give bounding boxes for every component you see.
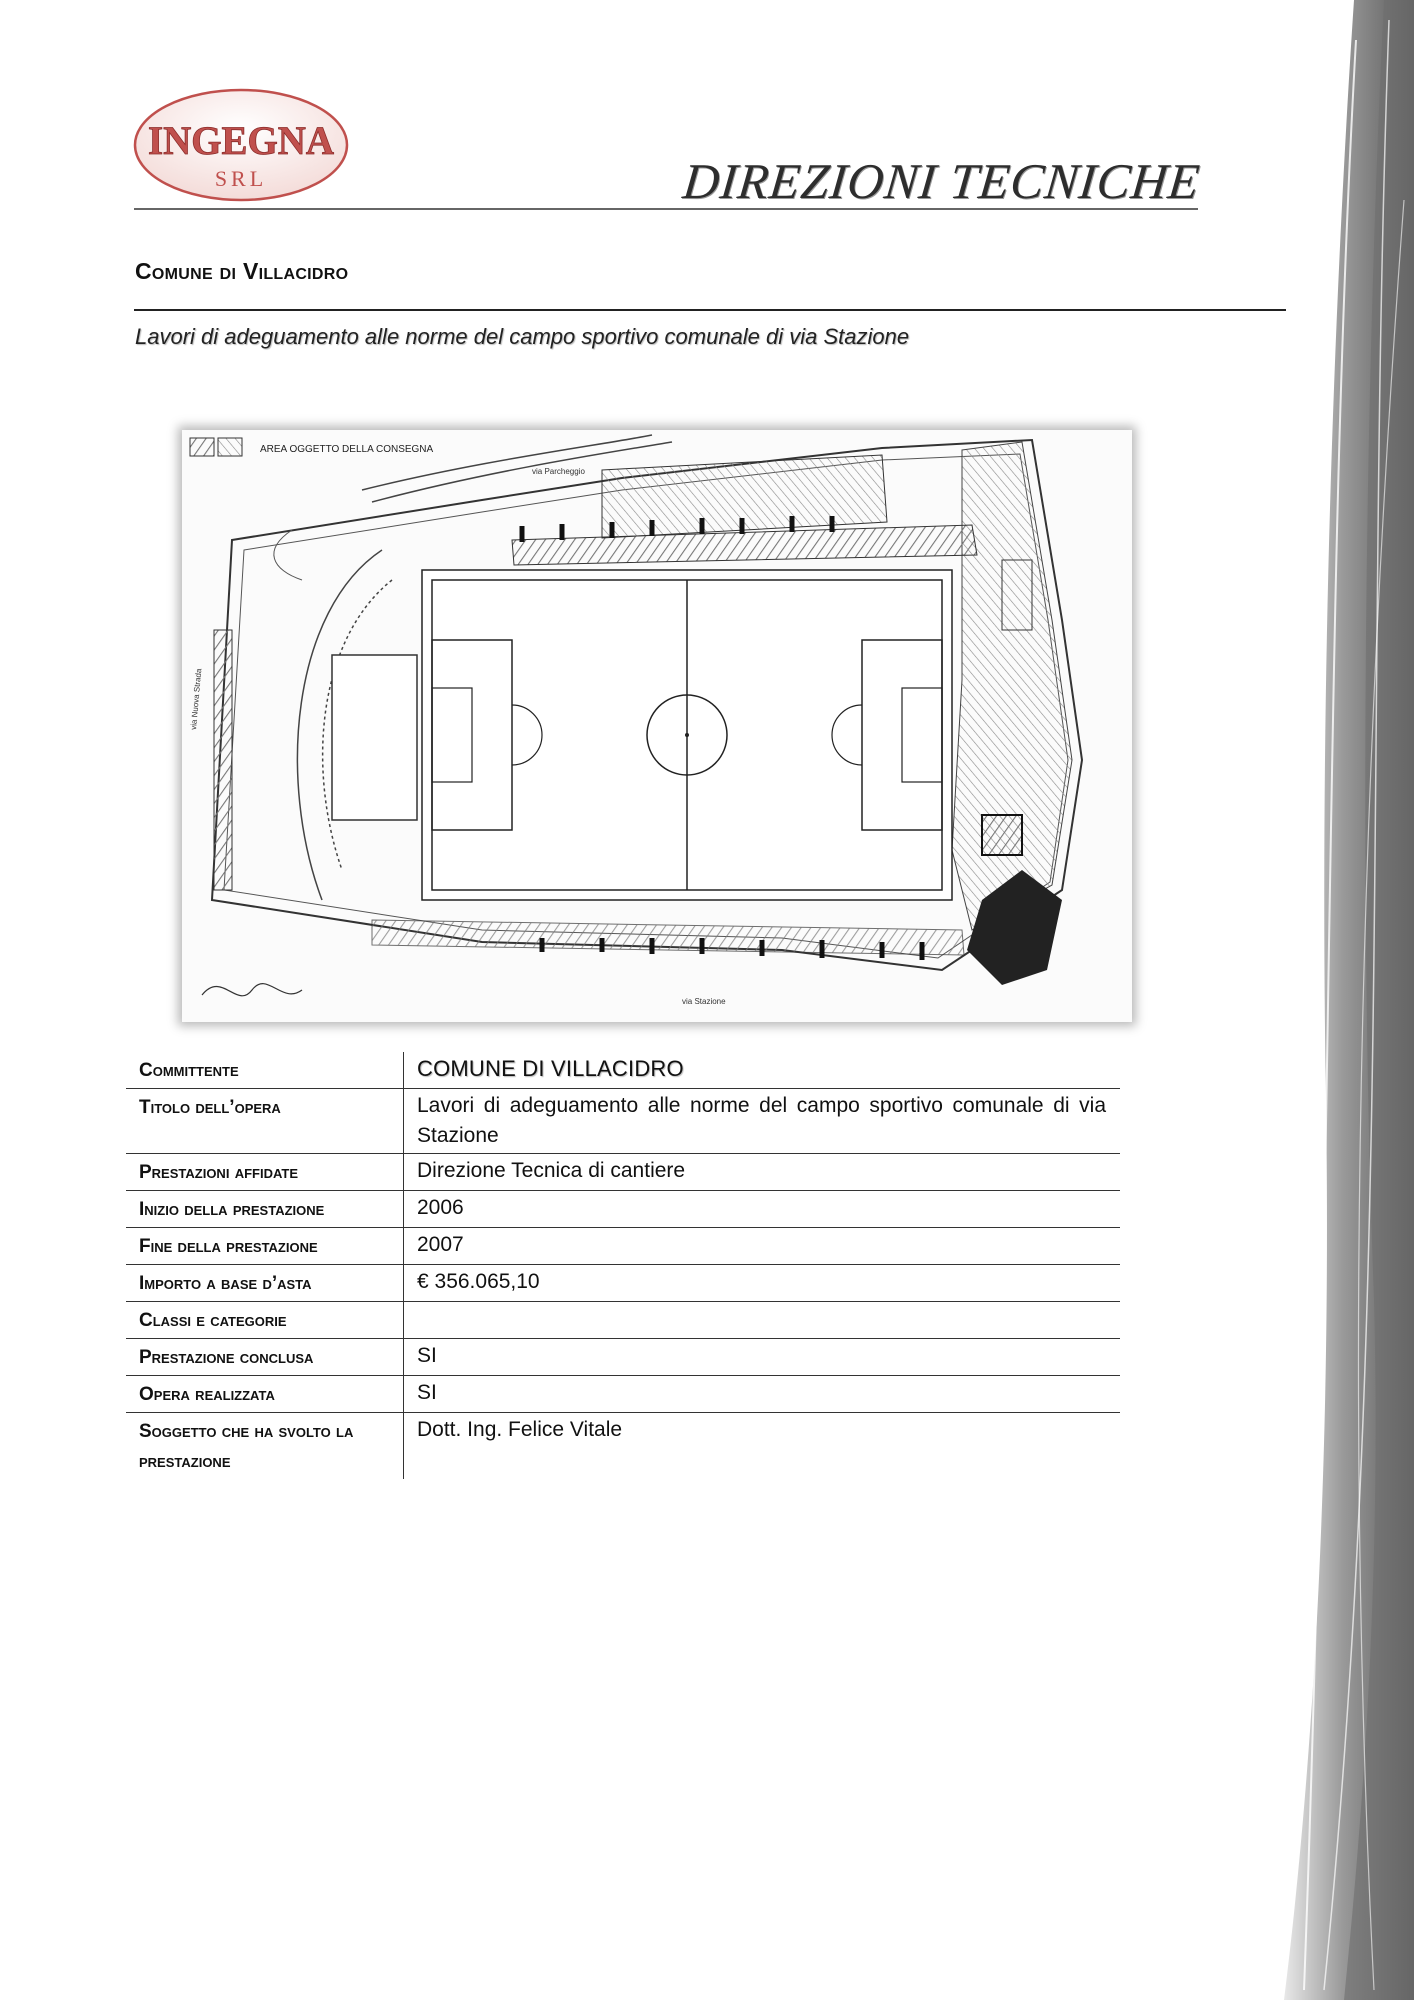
conclusa-label: Prestazione conclusa xyxy=(126,1339,404,1376)
importo-value: € 356.065,10 xyxy=(417,1270,540,1293)
importo-label: Importo a base d’asta xyxy=(126,1265,404,1302)
decorative-side-band xyxy=(1264,0,1414,2000)
table-row xyxy=(126,1154,1120,1191)
titolo-label: Titolo dell’opera xyxy=(126,1089,404,1154)
logo-sub: SRL xyxy=(214,166,268,191)
prestazioni-value: Direzione Tecnica di cantiere xyxy=(417,1159,686,1182)
plan-street-top: via Parcheggio xyxy=(532,467,585,476)
classi-value xyxy=(404,1302,1121,1339)
document-title: DIREZIONI TECNICHE xyxy=(680,153,1203,209)
client-heading: Comune di Villacidro xyxy=(135,258,349,284)
realizzata-label: Opera realizzata xyxy=(126,1376,404,1413)
table-row xyxy=(126,1339,1120,1376)
ingegna-logo xyxy=(132,86,350,204)
conclusa-value: SI xyxy=(417,1344,437,1367)
table-row xyxy=(126,1228,1120,1265)
plan-street-bottom: via Stazione xyxy=(682,997,726,1006)
soggetto-value: Dott. Ing. Felice Vitale xyxy=(417,1418,623,1441)
project-details-table xyxy=(126,1052,1120,1479)
classi-label: Classi e categorie xyxy=(126,1302,404,1339)
table-row xyxy=(126,1302,1120,1339)
inizio-label: Inizio della prestazione xyxy=(126,1191,404,1228)
realizzata-value: SI xyxy=(417,1381,437,1404)
soggetto-label: Soggetto che ha svolto la prestazione xyxy=(126,1413,404,1480)
table-row xyxy=(126,1265,1120,1302)
inizio-value: 2006 xyxy=(417,1196,464,1219)
fine-value: 2007 xyxy=(417,1233,464,1256)
plan-area-label: AREA OGGETTO DELLA CONSEGNA xyxy=(260,444,434,455)
table-row xyxy=(126,1191,1120,1228)
project-subtitle: Lavori di adeguamento alle norme del campo sportivo comunale di via Stazione xyxy=(135,324,910,349)
prestazioni-label: Prestazioni affidate xyxy=(126,1154,404,1191)
committente-label: Committente xyxy=(126,1052,404,1089)
committente-value: COMUNE DI VILLACIDRO xyxy=(417,1056,684,1081)
table-row xyxy=(126,1376,1120,1413)
plan-street-left: via Nuova Strada xyxy=(189,668,204,731)
table-row xyxy=(126,1089,1120,1154)
table-row xyxy=(126,1413,1120,1480)
logo-name: INGEGNA xyxy=(148,118,335,163)
client-divider xyxy=(134,309,1286,311)
header-divider xyxy=(134,208,1198,210)
site-plan-image xyxy=(182,430,1132,1022)
fine-label: Fine della prestazione xyxy=(126,1228,404,1265)
titolo-value: Lavori di adeguamento alle norme del campo sportivo comunale di via Stazione xyxy=(417,1094,1106,1147)
table-row xyxy=(126,1052,1120,1089)
